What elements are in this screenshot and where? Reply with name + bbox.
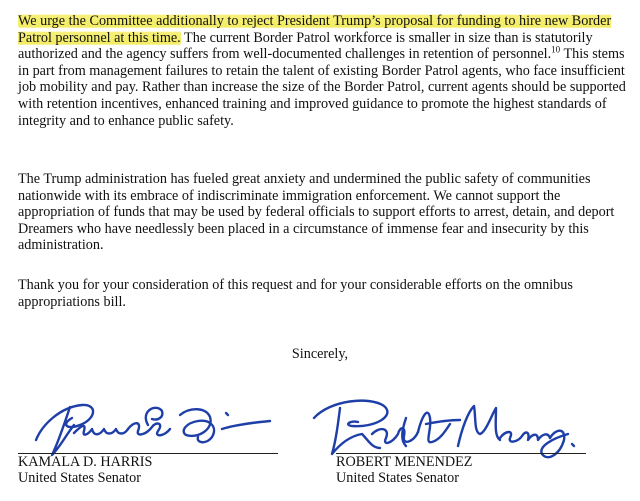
paragraph-text: This stems in part from management failures to retain the talent of existing Border Patrol agents, who face insufficient job mobility and pay. Rather than increase the size of the Border Patrol, current agents should be supported with retention incentives, enhanced training and improved guidance to promote the highest standards of integrity and to enhance public safety.: [18, 46, 626, 129]
highlighted-sentence: We urge the Committee additionally to reject President Trump’s proposal for funding to hire new Border Patrol personnel at this time.: [18, 13, 612, 46]
closing-salutation: Sincerely,: [291, 346, 349, 362]
paragraph-border-patrol: [18, 13, 630, 129]
paragraph-text: The current Border Patrol workforce is smaller in size than is statutorily authorized and the agency suffers from well-documented challenges in retention of personnel.: [18, 29, 593, 63]
paragraph-immigration-enforcement: The Trump administration has fueled great anxiety and undermined the public safety of communities nationwide with its embrace of indiscriminate immigration enforcement. We cannot support the appropriation of funds that may be used by federal officials to support efforts to arrest, detain, and deport Dreamers who have needlessly been placed in a circumstance of immense fear and insecurity by this administration.: [18, 171, 615, 254]
paragraph-thank-you: Thank you for your consideration of this request and for your considerable efforts on the omnibus appropriations bill.: [18, 277, 573, 310]
signer-title-left: United States Senator: [18, 470, 141, 486]
signer-title-right: United States Senator: [336, 470, 459, 486]
signature-harris: [30, 385, 280, 460]
footnote-marker: 10: [551, 44, 561, 55]
signer-name-left: KAMALA D. HARRIS: [18, 454, 153, 470]
signer-name-right: ROBERT MENENDEZ: [336, 454, 473, 470]
